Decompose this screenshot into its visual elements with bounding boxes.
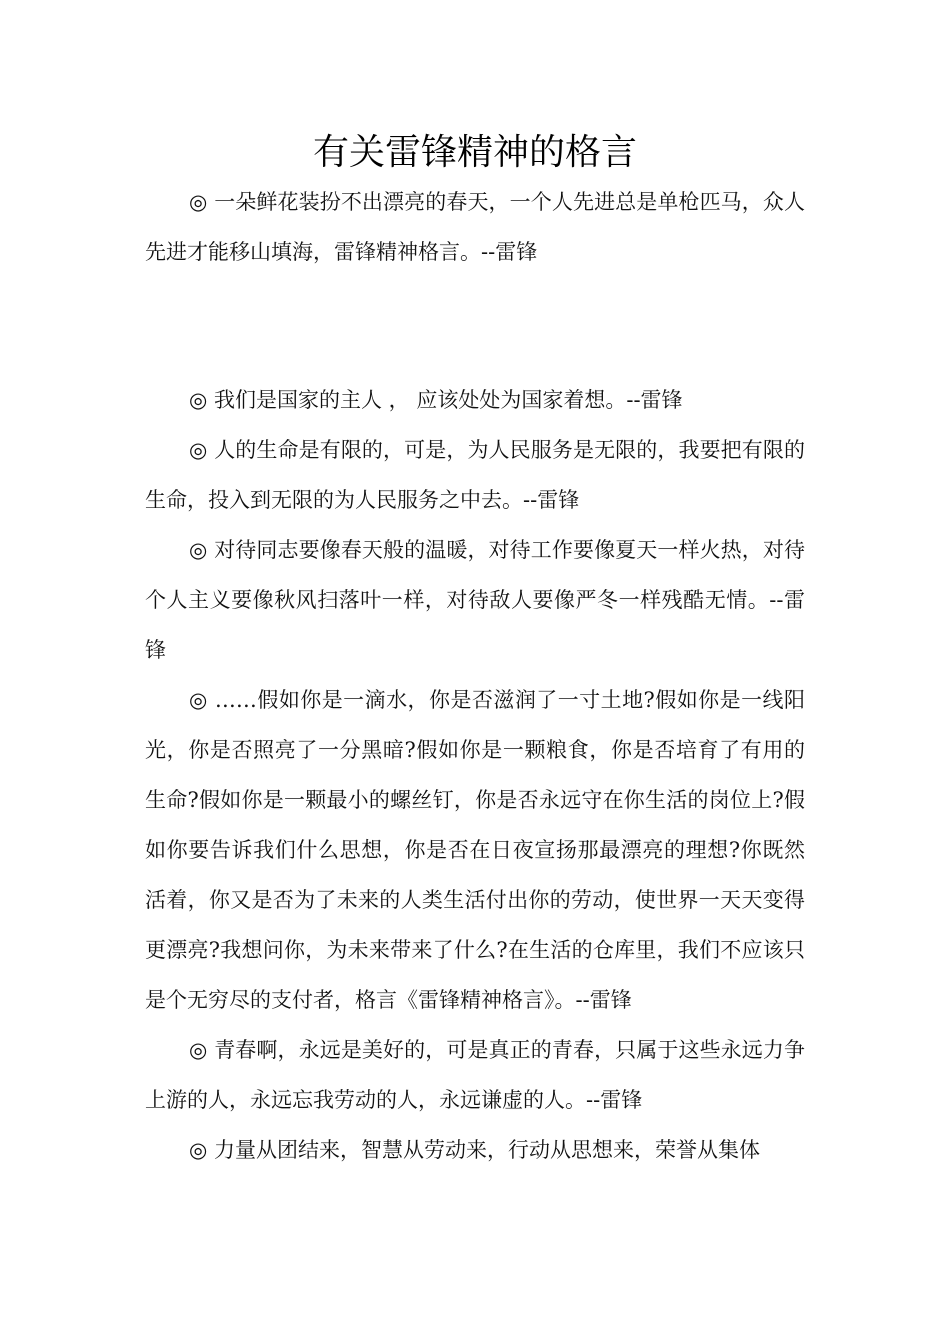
quote-paragraph: ◎ 青春啊，永远是美好的，可是真正的青春，只属于这些永远力争上游的人，永远忘我劳动的人，永远谦虚的人。--雷锋	[145, 1038, 805, 1112]
document-body-top	[145, 177, 805, 277]
document-title: 有关雷锋精神的格言	[312, 132, 637, 173]
quote-paragraph: ◎ 力量从团结来，智慧从劳动来，行动从思想来，荣誉从集体	[189, 1138, 760, 1162]
quote-paragraph: ◎ ……假如你是一滴水，你是否滋润了一寸土地?假如你是一线阳光，你是否照亮了一分黑暗?假如你是一颗粮食，你是否培育了有用的生命?假如你是一颗最小的螺丝钉，你是否永远守在你生活的岗位上?假如你要告诉我们什么思想，你是否在日夜宣扬那最漂亮的理想?你既然活着，你又是否为了未来的人类生活付出你的劳动，使世界一天天变得更漂亮?我想问你，为未来带来了什么?在生活的仓库里，我们不应该只是个无穷尽的支付者，格言《雷锋精神格言》。--雷锋	[145, 688, 805, 1012]
quote-paragraph: ◎ 人的生命是有限的，可是，为人民服务是无限的，我要把有限的生命，投入到无限的为人民服务之中去。--雷锋	[145, 438, 805, 512]
document-body-main	[145, 375, 805, 1175]
quote-paragraph: ◎ 对待同志要像春天般的温暖，对待工作要像夏天一样火热，对待个人主义要像秋风扫落叶一样，对待敌人要像严冬一样残酷无情。--雷锋	[145, 538, 805, 662]
quote-paragraph: ◎ 一朵鲜花装扮不出漂亮的春天，一个人先进总是单枪匹马，众人先进才能移山填海，雷锋精神格言。--雷锋	[145, 190, 805, 264]
quote-paragraph: ◎ 我们是国家的主人 ， 应该处处为国家着想。--雷锋	[189, 388, 683, 412]
